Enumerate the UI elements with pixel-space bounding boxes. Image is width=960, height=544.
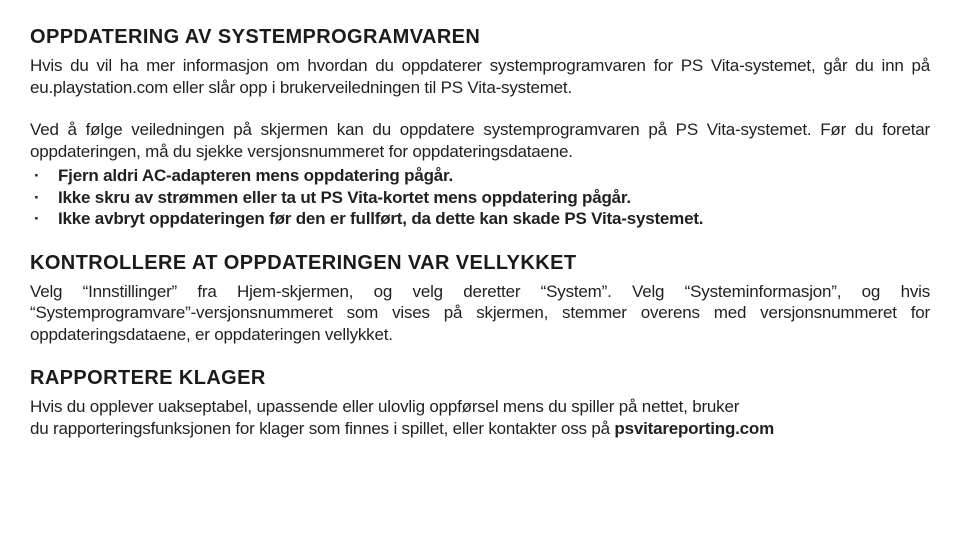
paragraph bbox=[30, 396, 930, 439]
text-line bbox=[30, 281, 930, 303]
text-line bbox=[30, 77, 930, 99]
text-segment: Hvis du vil ha mer informasjon om hvordan du oppdaterer systemprogramvaren for PS Vita-systemet, går du inn på bbox=[30, 56, 930, 75]
text-line bbox=[30, 324, 930, 346]
text-segment: Velg “Innstillinger” fra Hjem-skjermen, og velg deretter “System”. Velg “Systeminformasjon”, og hvis bbox=[30, 281, 930, 301]
bullet-text: Fjern aldri AC-adapteren mens oppdatering pågår. bbox=[58, 166, 454, 185]
text-line bbox=[30, 55, 930, 77]
bullet-marker-icon: · bbox=[34, 209, 40, 228]
text-segment: eu.playstation.com eller slår opp i brukerveiledningen til PS Vita-systemet. bbox=[30, 77, 572, 97]
text-segment: Hvis du opplever uakseptabel, upassende eller ulovlig oppførsel mens du spiller på nettet, bruker bbox=[30, 397, 740, 416]
text-line bbox=[30, 396, 930, 418]
text-segment: du rapporteringsfunksjonen for klager som finnes i spillet, eller kontakter oss på bbox=[30, 418, 615, 438]
section-heading: KONTROLLERE AT OPPDATERINGEN VAR VELLYKKET bbox=[30, 251, 577, 274]
section-verify-update-success bbox=[30, 252, 930, 346]
bullet-item bbox=[30, 165, 930, 187]
text-line bbox=[30, 418, 930, 440]
text-segment: Ved å følge veiledningen på skjermen kan du oppdatere systemprogramvaren på PS Vita-systemet. Før du foretar bbox=[30, 120, 930, 139]
bullet-list bbox=[30, 165, 930, 230]
paragraph bbox=[30, 281, 930, 346]
section-heading: OPPDATERING AV SYSTEMPROGRAMVAREN bbox=[30, 26, 481, 48]
text-line bbox=[30, 141, 930, 163]
text-line bbox=[30, 119, 930, 141]
bold-text: psvitareporting.com bbox=[614, 418, 775, 438]
paragraph bbox=[30, 119, 930, 162]
paragraph bbox=[30, 55, 930, 98]
text-segment: oppdateringsdataene, er oppdateringen vellykket. bbox=[30, 324, 393, 344]
bullet-item bbox=[30, 208, 930, 230]
section-heading: RAPPORTERE KLAGER bbox=[30, 367, 266, 389]
text-line bbox=[30, 302, 930, 324]
bullet-marker-icon: · bbox=[34, 166, 40, 185]
bullet-item bbox=[30, 187, 930, 209]
bullet-text: Ikke avbryt oppdateringen før den er fullført, da dette kan skade PS Vita-systemet. bbox=[58, 209, 704, 228]
bullet-text: Ikke skru av strømmen eller ta ut PS Vita-kortet mens oppdatering pågår. bbox=[58, 187, 631, 207]
text-segment: “Systemprogramvare”-versjonsnummeret som vises på skjermen, stemmer overens med versjonsnummeret for bbox=[30, 303, 930, 322]
text-segment: oppdateringen, må du sjekke versjonsnummeret for oppdateringsdataene. bbox=[30, 141, 573, 161]
bullet-marker-icon: · bbox=[34, 187, 40, 207]
section-report-grief bbox=[30, 367, 930, 439]
section-system-software-update bbox=[30, 26, 930, 230]
